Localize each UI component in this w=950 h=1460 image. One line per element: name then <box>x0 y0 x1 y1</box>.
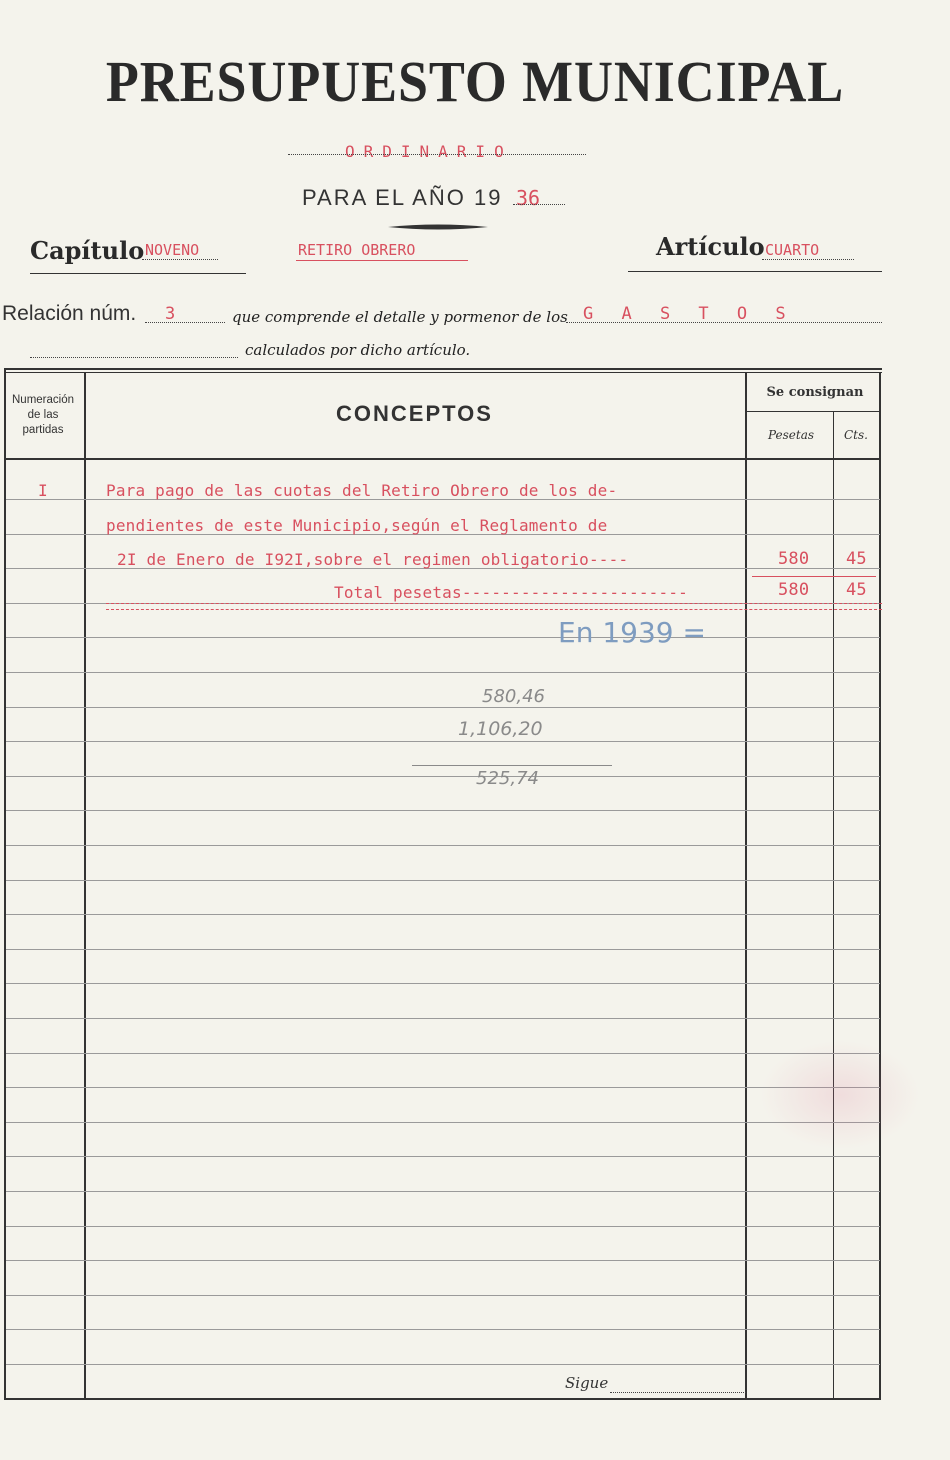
year-label: PARA EL AÑO 19 <box>302 185 503 210</box>
document-title: PRESUPUESTO MUNICIPAL <box>105 49 845 114</box>
ruled-line <box>6 672 880 673</box>
table-top-border <box>4 368 882 370</box>
pencil-note-1: 580,46 <box>482 686 545 707</box>
relacion-kind: G A S T O S <box>583 304 795 324</box>
ruled-line <box>6 637 880 638</box>
section-value: RETIRO OBRERO <box>298 241 416 259</box>
header-pesetas: Pesetas <box>767 428 815 442</box>
articulo-value: CUARTO <box>765 241 820 259</box>
sum-rule <box>752 576 876 577</box>
capitulo-underline <box>30 273 246 274</box>
ruled-line <box>6 1018 880 1019</box>
relacion-second-dotted-line <box>30 342 238 358</box>
ruled-line <box>6 1329 880 1330</box>
entry-number: I <box>38 481 48 500</box>
table-col-divider-amount <box>745 372 747 1400</box>
table-right-border <box>879 372 881 1400</box>
entry-line-2: pendientes de este Municipio,según el Reglamento de <box>106 516 608 535</box>
ruled-line <box>6 1087 880 1088</box>
ruled-line <box>6 1122 880 1123</box>
table-left-border <box>4 370 6 1400</box>
relacion-text: que comprende el detalle y pormenor de los <box>232 308 568 326</box>
ruled-line <box>6 845 880 846</box>
consignar-header-divider <box>746 411 880 412</box>
handwritten-blue-note: En 1939 = <box>558 616 706 649</box>
pencil-sum-line <box>412 765 612 766</box>
capitulo-label: Capítulo <box>30 236 145 265</box>
pencil-note-3: 525,74 <box>476 768 539 789</box>
table-col-divider-cts <box>833 412 834 1400</box>
entry-line-1: Para pago de las cuotas del Retiro Obrero de los de- <box>106 481 618 500</box>
sigue-label: Sigue <box>565 1374 609 1392</box>
table-top-border-inner <box>4 372 882 373</box>
relacion-number: 3 <box>165 304 176 324</box>
sigue-dotted-line <box>610 1378 746 1393</box>
ruled-line <box>6 1260 880 1261</box>
header-conceptos: CONCEPTOS <box>336 401 493 426</box>
table-col-divider-num <box>84 372 86 1400</box>
header-numeracion: Numeración de las partidas <box>12 394 74 436</box>
total-cts: 45 <box>846 580 867 600</box>
budget-type-dotted-line <box>288 140 586 155</box>
budget-type: ORDINARIO <box>345 142 513 161</box>
relacion-label: Relación núm. <box>2 302 137 325</box>
relacion-text-2: calculados por dicho artículo. <box>245 341 471 359</box>
entry-line-3: 2I de Enero de I92I,sobre el regimen obligatorio---- <box>117 550 629 569</box>
entry-cts: 45 <box>846 549 867 569</box>
ruled-line <box>6 1191 880 1192</box>
ruled-line <box>6 914 880 915</box>
ruled-line <box>6 1053 880 1054</box>
ruled-line <box>6 707 880 708</box>
relacion-kind-dotted-line <box>566 306 882 323</box>
header-se-consignan: Se consignan <box>766 385 864 400</box>
capitulo-value: NOVENO <box>145 241 200 259</box>
articulo-underline <box>628 271 882 272</box>
relacion-number-dotted-line <box>145 306 225 323</box>
articulo-label: Artículo <box>656 232 765 261</box>
ruled-line <box>6 810 880 811</box>
total-pesetas: 580 <box>778 580 810 600</box>
section-underline <box>296 260 468 261</box>
ruled-line <box>6 1156 880 1157</box>
year-value: 36 <box>516 186 541 210</box>
ruled-line <box>6 1226 880 1227</box>
entry-pesetas: 580 <box>778 549 810 569</box>
capitulo-dotted-line <box>142 243 218 260</box>
ruled-line <box>6 880 880 881</box>
total-double-rule <box>106 603 882 610</box>
articulo-dotted-line <box>762 243 854 260</box>
ruled-line <box>6 949 880 950</box>
table-bottom-border <box>4 1398 881 1400</box>
pencil-note-2: 1,106,20 <box>458 718 543 740</box>
ruled-line <box>6 776 880 777</box>
ornament-divider <box>388 224 488 230</box>
total-label: Total pesetas----------------------- <box>334 583 688 602</box>
ruled-line <box>6 1364 880 1365</box>
table-header-bottom-border <box>4 458 881 460</box>
ruled-line <box>6 983 880 984</box>
year-dotted-line <box>513 186 565 205</box>
header-cts: Cts. <box>844 428 868 442</box>
ruled-line <box>6 741 880 742</box>
ruled-line <box>6 1295 880 1296</box>
faded-stamp <box>760 1040 920 1150</box>
